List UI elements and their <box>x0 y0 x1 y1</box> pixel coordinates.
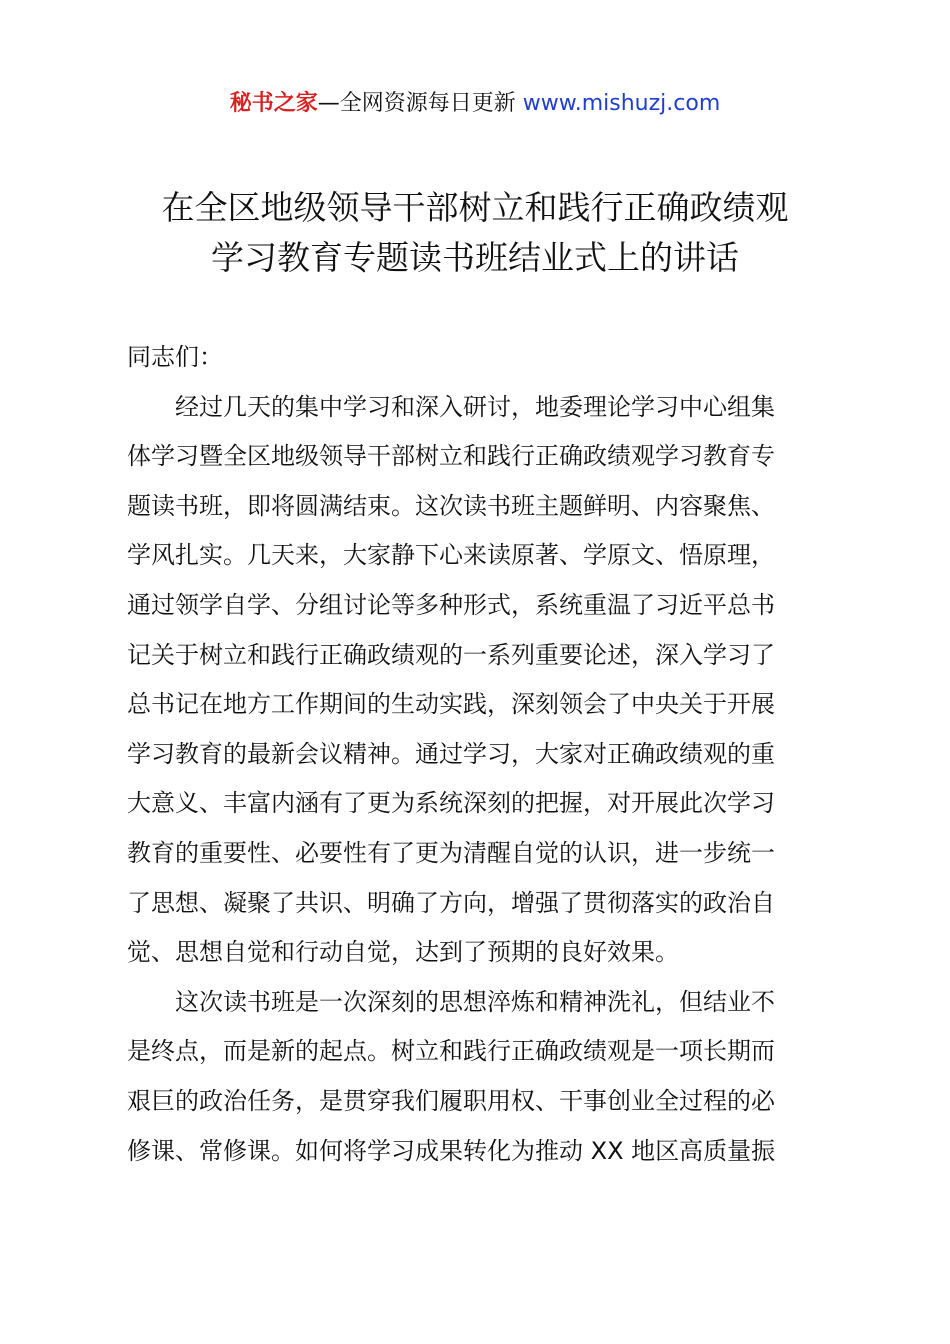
body-line: 觉、思想自觉和行动自觉，达到了预期的良好效果。 <box>127 938 679 967</box>
body-line: 大意义、丰富内涵有了更为系统深刻的把握，对开展此次学习 <box>127 789 775 818</box>
body-line: 总书记在地方工作期间的生动实践，深刻领会了中央关于开展 <box>127 690 775 719</box>
body-line: 学风扎实。几天来，大家静下心来读原著、学原文、悟原理， <box>127 541 775 570</box>
body-line: 通过领学自学、分组讨论等多种形式，系统重温了习近平总书 <box>127 590 775 619</box>
body-line: 是终点，而是新的起点。树立和践行正确政绩观是一项长期而 <box>127 1037 775 1066</box>
title-line-2: 学习教育专题读书班结业式上的讲话 <box>211 238 739 277</box>
body-line: 学习教育的最新会议精神。通过学习，大家对正确政绩观的重 <box>127 739 775 768</box>
body-line: 经过几天的集中学习和深入研讨，地委理论学习中心组集 <box>127 392 775 421</box>
body-line: 艰巨的政治任务，是贯穿我们履职用权、干事创业全过程的必 <box>127 1086 775 1115</box>
body-line: 体学习暨全区地级领导干部树立和践行正确政绩观学习教育专 <box>127 442 775 471</box>
document-title <box>100 183 850 283</box>
site-url-link[interactable]: www.mishuzj.com <box>522 91 721 116</box>
body-line: 修课、常修课。如何将学习成果转化为推动 XX 地区高质量振 <box>127 1136 776 1165</box>
header-tagline: —全网资源每日更新 <box>317 91 523 116</box>
body-line: 了思想、凝聚了共识、明确了方向，增强了贯彻落实的政治自 <box>127 888 775 917</box>
body-line: 教育的重要性、必要性有了更为清醒自觉的认识，进一步统一 <box>127 838 775 867</box>
brand-name: 秘书之家 <box>229 91 318 116</box>
salutation: 同志们： <box>127 343 223 371</box>
page-header <box>0 88 950 120</box>
title-line-1: 在全区地级领导干部树立和践行正确政绩观 <box>161 188 789 227</box>
document-body <box>127 333 833 1176</box>
body-line: 题读书班，即将圆满结束。这次读书班主题鲜明、内容聚焦、 <box>127 491 775 520</box>
body-line: 记关于树立和践行正确政绩观的一系列重要论述，深入学习了 <box>127 640 775 669</box>
body-line: 这次读书班是一次深刻的思想淬炼和精神洗礼，但结业不 <box>127 987 775 1016</box>
